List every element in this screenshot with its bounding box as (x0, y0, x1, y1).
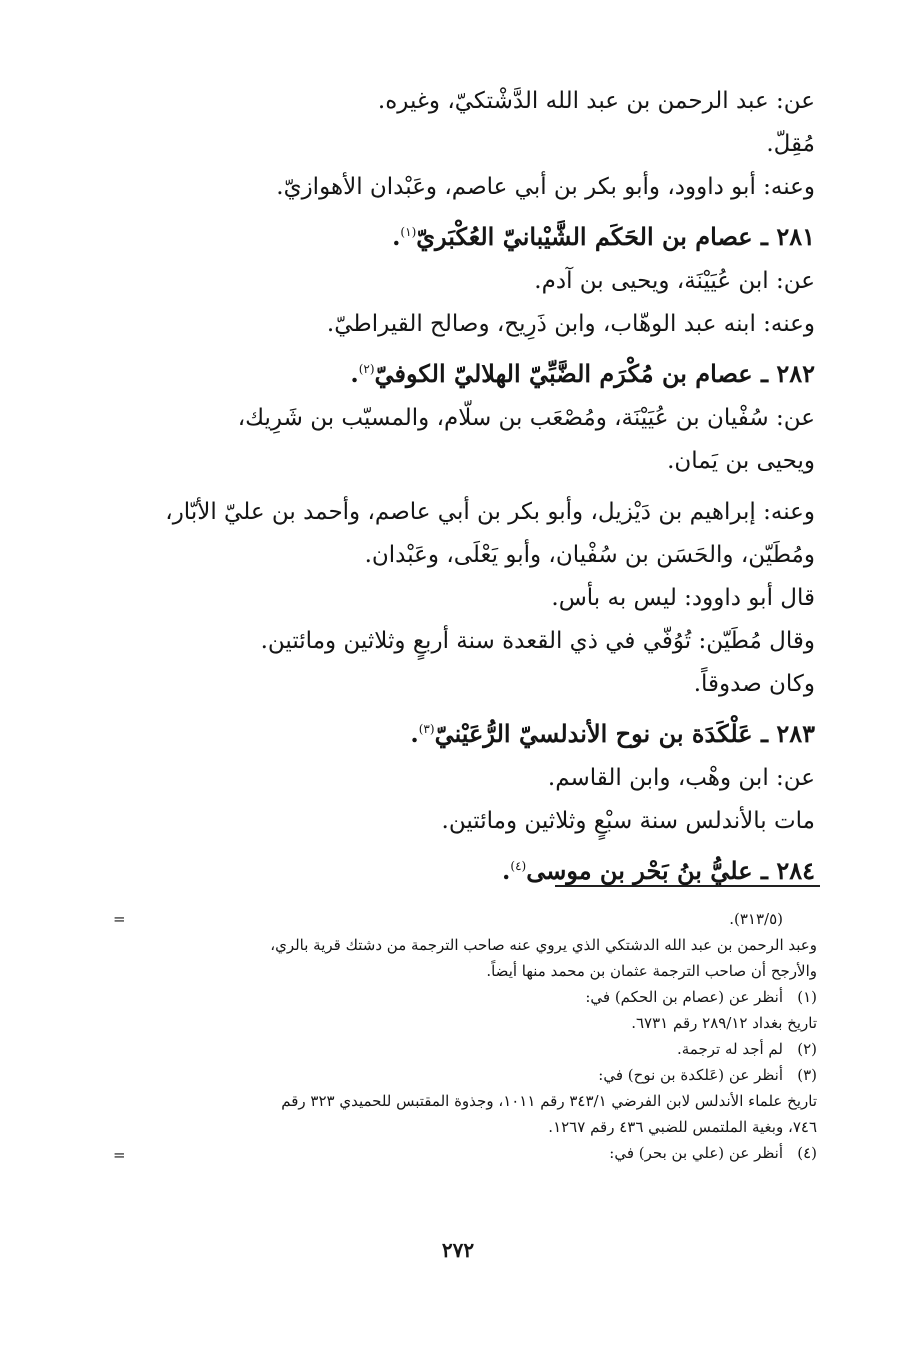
footnote-number: (٢) (797, 1040, 817, 1058)
text-line: قال أبو داوود: ليس به بأس. (551, 585, 815, 611)
footnote-item (105, 1062, 817, 1088)
spacer (105, 483, 815, 491)
continuation-mark: = (113, 1146, 126, 1164)
footnote-item (105, 1036, 817, 1062)
footnote-number: (٤) (797, 1144, 817, 1162)
entry-end: . (410, 719, 419, 748)
footnote-text: أنظر عن (عَلكدة بن نوح) في: (598, 1066, 783, 1084)
text-line: وعنه: أبو داوود، وأبو بكر بن أبي عاصم، وعَبْدان الأهوازيّ. (276, 174, 815, 200)
entry-heading-283 (105, 706, 815, 757)
text-line: عن: عبد الرحمن بن عبد الله الدَّشْتكيّ، وغيره. (377, 88, 815, 114)
entry-end: . (502, 856, 511, 885)
text-line: عن: ابن وهْب، وابن القاسم. (547, 765, 815, 791)
footnote-item (105, 984, 817, 1010)
footnote-line: ٧٤٦، وبغية الملتمس للضبي ٤٣٦ رقم ١٢٦٧. (548, 1118, 817, 1136)
text-line: ومُطَيّن، والحَسَن بن سُفْيان، وأبو يَعْلَى، وعَبْدان. (364, 542, 815, 568)
footnote-text: أنظر عن (عصام بن الحكم) في: (585, 988, 783, 1006)
footnotes (105, 906, 817, 1166)
text-line: ويحيى بن يَمان. (667, 448, 815, 474)
entry-end: . (392, 222, 401, 251)
main-text (105, 80, 815, 894)
footnote-text: أنظر عن (علي بن بحر) في: (609, 1144, 783, 1162)
text-line: مُقِلّ. (766, 131, 815, 157)
footnote-line: تاريخ علماء الأندلس لابن الفرضي ٣٤٣/١ رقم ١٠١١، وجذوة المقتبس للحميدي ٣٢٣ رقم (281, 1092, 817, 1110)
text-line: وعنه: ابنه عبد الوهّاب، وابن ذَرِيح، وصالح القيراطيّ. (326, 311, 815, 337)
entry-title: ٢٨٤ ـ عليُّ بنُ بَحْر بن موسى (526, 856, 815, 885)
text-line: وعنه: إبراهيم بن دَيْزيل، وأبو بكر بن أبي عاصم، وأحمد بن عليّ الأبّار، (165, 499, 815, 525)
footnote-ref: (٢) (358, 362, 375, 376)
entry-title: ٢٨١ ـ عصام بن الحَكَم الشَّيْبانيّ العُكْبَريّ (416, 222, 815, 251)
footnote-separator (555, 885, 820, 887)
entry-heading-281 (105, 209, 815, 260)
footnote-ref: (٤) (510, 859, 527, 873)
footnote-line: تاريخ بغداد ٢٨٩/١٢ رقم ٦٧٣١. (631, 1014, 817, 1032)
text-line: عن: سُفْيان بن عُيَيْنَة، ومُصْعَب بن سلّام، والمسيّب بن شَرِيك، (237, 405, 815, 431)
footnote-ref: (١) (400, 225, 417, 239)
text-line: عن: ابن عُيَيْنَة، ويحيى بن آدم. (534, 268, 815, 294)
footnote-number: (٣) (797, 1066, 817, 1084)
text-line: وكان صدوقاً. (693, 671, 815, 697)
footnote-ref: (٣) (418, 722, 435, 736)
footnote-line: (٣١٣/٥). (729, 910, 783, 928)
footnote-number: (١) (797, 988, 817, 1006)
text-line: مات بالأندلس سنة سبْعٍ وثلاثين ومائتين. (441, 808, 815, 834)
entry-title: ٢٨٢ ـ عصام بن مُكْرَم الضَّبِّيّ الهلاليّ الكوفيّ (374, 359, 815, 388)
footnote-item (105, 1140, 817, 1166)
footnote-line: وعبد الرحمن بن عبد الله الدشتكي الذي يروي عنه صاحب الترجمة من دشتك قرية بالري، (270, 936, 817, 954)
page-number: ٢٧٢ (441, 1238, 475, 1262)
continuation-mark: = (113, 910, 126, 928)
text-line: وقال مُطَيّن: تُوُفّي في ذي القعدة سنة أربعٍ وثلاثين ومائتين. (260, 628, 815, 654)
entry-title: ٢٨٣ ـ عَلْكَدَة بن نوح الأندلسيّ الرُّعَيْنيّ (434, 719, 815, 748)
footnote-text: لم أجد له ترجمة. (677, 1040, 783, 1058)
entry-heading-282 (105, 346, 815, 397)
entry-end: . (350, 359, 359, 388)
footnote-line: والأرجح أن صاحب الترجمة عثمان بن محمد منها أيضاً. (486, 962, 817, 980)
